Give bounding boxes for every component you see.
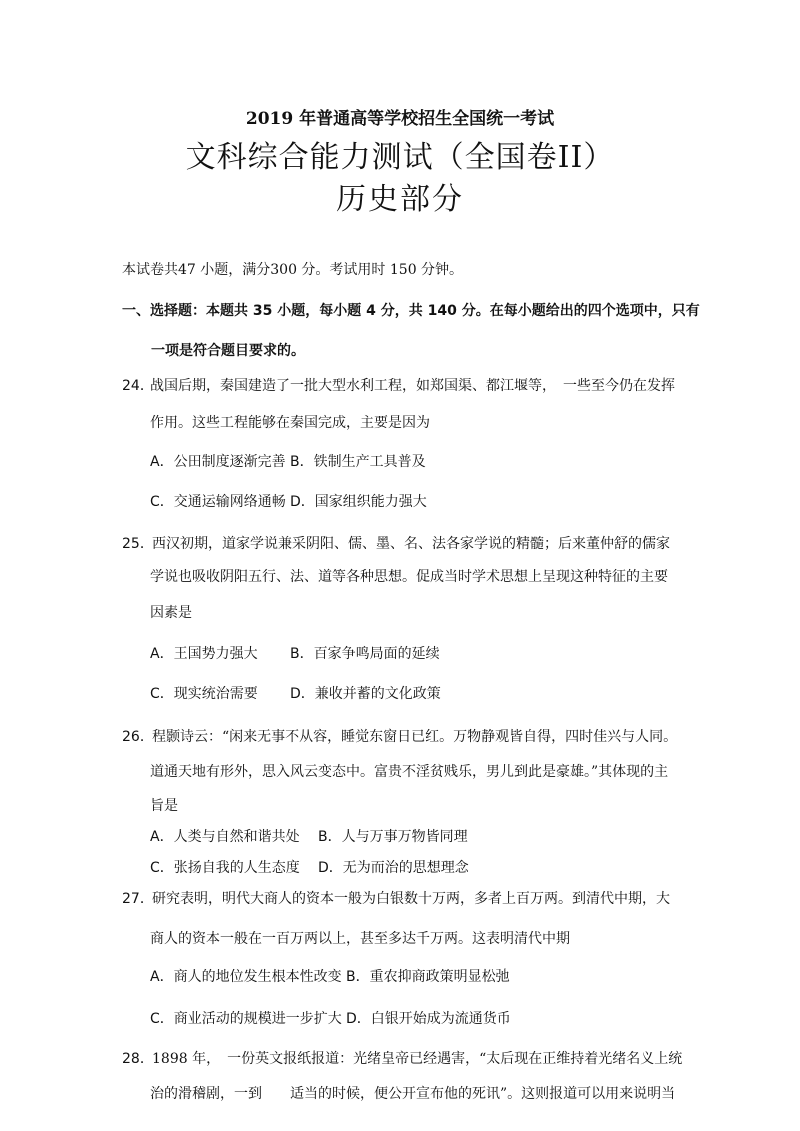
option-b: B．百家争鸣局面的延续 [290,646,440,662]
question-stem-line: 作用。这些工程能够在秦国完成，主要是因为 [150,415,430,431]
option-c: C．商业活动的规模进一步扩大 [150,1011,342,1027]
option-d: D．兼收并蓄的文化政策 [290,686,441,702]
paper-title: 文科综合能力测试（全国卷II） [185,140,615,175]
option-a: A．商人的地位发生根本性改变 [150,969,342,985]
question-stem-line: 学说也吸收阴阳五行、法、道等各种思想。促成当时学术思想上呈现这种特征的主要 [150,569,668,585]
section-heading-cont: 一项是符合题目要求的。 [151,343,305,359]
option-a: A．王国势力强大 [150,646,258,662]
question-stem-line: 道通天地有形外，思入风云变态中。富贵不淫贫贱乐，男儿到此是豪雄。”其体现的主 [150,764,669,780]
question-stem-line: 商人的资本一般在一百万两以上，甚至多达千万两。这表明清代中期 [150,931,570,947]
option-c: C．张扬自我的人生态度 [150,860,300,876]
question-stem-line: 治的滑稽剧，一到 适当的时候，便公开宣布他的死讯”。这则报道可以用来说明当 [150,1086,676,1102]
option-b: B．人与万事万物皆同理 [318,829,468,845]
subject-title: 历史部分 [336,182,464,217]
question-number: 26． [122,729,154,745]
question-stem-line: 研究表明，明代大商人的资本一般为白银数十万两，多者上百万两。到清代中期，大 [152,891,670,907]
option-a: A．公田制度逐渐完善 [150,454,286,470]
option-d: D．白银开始成为流通货币 [346,1011,511,1027]
question-number: 27． [122,891,154,907]
intro-text: 本试卷共47 小题，满分300 分。考试用时 150 分钟。 [122,262,464,278]
option-d: D．无为而治的思想理念 [318,860,469,876]
section-heading: 一、选择题：本题共 35 小题，每小题 4 分，共 140 分。在每小题给出的四个选项中，只有 [122,303,700,319]
question-stem-line: 西汉初期，道家学说兼采阴阳、儒、墨、名、法各家学说的精髓；后来董仲舒的儒家 [152,536,670,552]
option-b: B．铁制生产工具普及 [290,454,426,470]
question-stem-line: 程颢诗云：“闲来无事不从容，睡觉东窗日已红。万物静观皆自得，四时佳兴与人同。 [152,729,678,745]
option-c: C．现实统治需要 [150,686,258,702]
question-number: 24． [122,378,154,394]
question-stem-line: 1898 年， 一份英文报纸报道：光绪皇帝已经遇害，“太后现在正维持着光绪名义上统 [152,1051,683,1067]
question-stem-line: 因素是 [150,605,192,621]
option-d: D．国家组织能力强大 [290,494,427,510]
exam-year-title: 2019 年普通高等学校招生全国统一考试 [245,109,555,129]
option-c: C．交通运输网络通畅 [150,494,286,510]
option-b: B．重农抑商政策明显松弛 [346,969,510,985]
question-stem-line: 战国后期，秦国建造了一批大型水利工程，如郑国渠、都江堰等， 一些至今仍在发挥 [150,378,675,394]
option-a: A．人类与自然和谐共处 [150,829,300,845]
question-number: 28． [122,1051,154,1067]
question-stem-line: 旨是 [150,798,178,814]
question-number: 25． [122,536,154,552]
